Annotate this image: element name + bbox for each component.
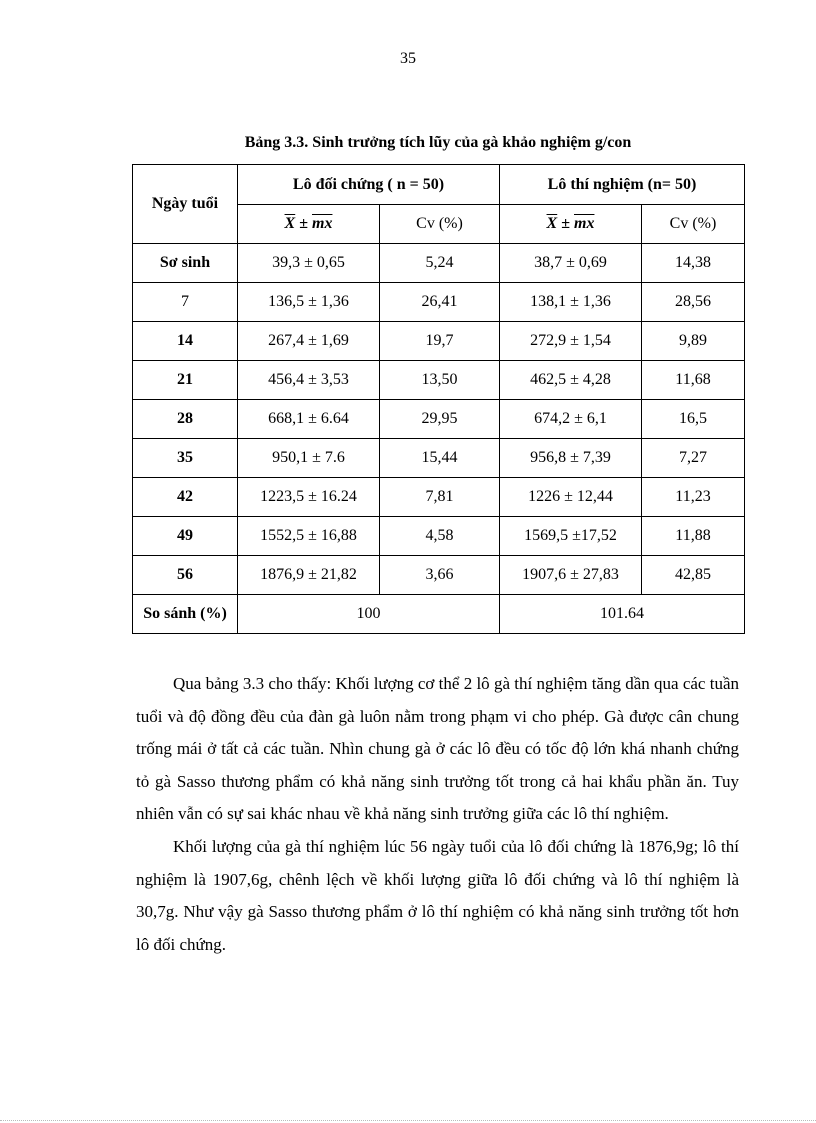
cell-test-cv: 9,89	[642, 322, 745, 361]
cell-day: 28	[133, 400, 238, 439]
cell-test-mean: 674,2 ± 6,1	[500, 400, 642, 439]
subheader-test-cv: Cv (%)	[642, 205, 745, 244]
cell-control-mean: 1876,9 ± 21,82	[238, 556, 380, 595]
table-row	[133, 517, 745, 556]
header-test-group: Lô thí nghiệm (n= 50)	[500, 165, 745, 205]
cell-control-mean: 1552,5 ± 16,88	[238, 517, 380, 556]
cell-test-cv: 11,23	[642, 478, 745, 517]
cell-control-mean: 456,4 ± 3,53	[238, 361, 380, 400]
compare-control: 100	[238, 595, 500, 634]
cell-test-mean: 1907,6 ± 27,83	[500, 556, 642, 595]
growth-table	[132, 164, 745, 634]
paragraph: Qua bảng 3.3 cho thấy: Khối lượng cơ thể 2 lô gà thí nghiệm tăng dần qua các tuần tuổi và độ đồng đều của đàn gà luôn nằm trong phạm vi cho phép. Gà được cân chung trống mái ở tất cả các tuần. Nhìn chung gà ở các lô đều có tốc độ lớn khá nhanh chứng tỏ gà Sasso thương phẩm có khả năng sinh trưởng tốt trong cả hai khẩu phần ăn. Tuy nhiên vẫn có sự sai khác nhau về khả năng sinh trưởng giữa các lô thí nghiệm.	[136, 674, 739, 824]
page-bottom-divider	[0, 1120, 816, 1121]
subheader-test-mean: $\overline{X} \pm \overline{mx}$	[500, 205, 642, 244]
cell-control-cv: 15,44	[380, 439, 500, 478]
table-row	[133, 244, 745, 283]
cell-control-mean: 39,3 ± 0,65	[238, 244, 380, 283]
cell-test-cv: 16,5	[642, 400, 745, 439]
cell-test-cv: 7,27	[642, 439, 745, 478]
table-row	[133, 283, 745, 322]
cell-test-mean: 956,8 ± 7,39	[500, 439, 642, 478]
cell-test-mean: 462,5 ± 4,28	[500, 361, 642, 400]
cell-day: 49	[133, 517, 238, 556]
table-header-row	[133, 165, 745, 205]
compare-test: 101.64	[500, 595, 745, 634]
cell-day: Sơ sinh	[133, 244, 238, 283]
cell-test-cv: 28,56	[642, 283, 745, 322]
cell-control-cv: 7,81	[380, 478, 500, 517]
cell-test-mean: 1226 ± 12,44	[500, 478, 642, 517]
cell-day: 7	[133, 283, 238, 322]
cell-day: 35	[133, 439, 238, 478]
paragraph: Khối lượng của gà thí nghiệm lúc 56 ngày tuổi của lô đối chứng là 1876,9g; lô thí nghiệm là 1907,6g, chênh lệch về khối lượng giữa lô đối chứng và lô thí nghiệm là 30,7g. Như vậy gà Sasso thương phẩm ở lô thí nghiệm có khả năng sinh trưởng tốt hơn lô đối chứng.	[136, 836, 739, 954]
cell-control-mean: 950,1 ± 7.6	[238, 439, 380, 478]
table-row	[133, 556, 745, 595]
cell-control-cv: 3,66	[380, 556, 500, 595]
cell-test-cv: 11,88	[642, 517, 745, 556]
table-title: Bảng 3.3. Sinh trưởng tích lũy của gà khảo nghiệm g/con	[244, 134, 632, 151]
subheader-control-mean: $\overline{X} \pm \overline{mx}$	[238, 205, 380, 244]
body-text	[136, 668, 739, 961]
cell-control-mean: 136,5 ± 1,36	[238, 283, 380, 322]
table-row	[133, 322, 745, 361]
cell-control-mean: 1223,5 ± 16.24	[238, 478, 380, 517]
cell-test-mean: 272,9 ± 1,54	[500, 322, 642, 361]
cell-control-cv: 13,50	[380, 361, 500, 400]
cell-test-cv: 11,68	[642, 361, 745, 400]
compare-label: So sánh (%)	[133, 595, 238, 634]
table-row	[133, 478, 745, 517]
cell-control-cv: 26,41	[380, 283, 500, 322]
cell-control-mean: 668,1 ± 6.64	[238, 400, 380, 439]
cell-control-cv: 4,58	[380, 517, 500, 556]
cell-day: 56	[133, 556, 238, 595]
header-day: Ngày tuổi	[133, 165, 238, 244]
table-row	[133, 400, 745, 439]
cell-control-cv: 19,7	[380, 322, 500, 361]
cell-day: 21	[133, 361, 238, 400]
cell-control-cv: 5,24	[380, 244, 500, 283]
table-row	[133, 439, 745, 478]
compare-row	[133, 595, 745, 634]
cell-test-mean: 38,7 ± 0,69	[500, 244, 642, 283]
cell-day: 42	[133, 478, 238, 517]
page-number: 35	[400, 50, 416, 67]
table-row	[133, 361, 745, 400]
cell-test-cv: 42,85	[642, 556, 745, 595]
cell-control-cv: 29,95	[380, 400, 500, 439]
cell-test-mean: 1569,5 ±17,52	[500, 517, 642, 556]
cell-test-mean: 138,1 ± 1,36	[500, 283, 642, 322]
cell-day: 14	[133, 322, 238, 361]
cell-control-mean: 267,4 ± 1,69	[238, 322, 380, 361]
cell-test-cv: 14,38	[642, 244, 745, 283]
subheader-control-cv: Cv (%)	[380, 205, 500, 244]
header-control-group: Lô đối chứng ( n = 50)	[238, 165, 500, 205]
